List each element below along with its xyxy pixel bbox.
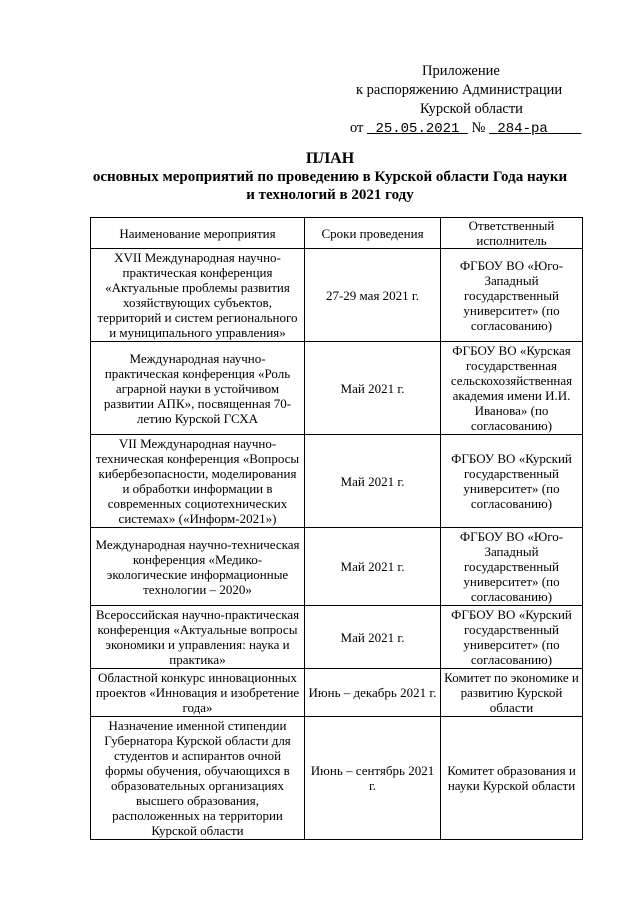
table-row <box>91 606 583 669</box>
header-event: Наименование мероприятия <box>91 218 305 249</box>
period-cell: Июнь – декабрь 2021 г. <box>305 669 441 717</box>
event-cell: Назначение именной стипендии Губернатора Курской области для студентов и аспирантов очной формы обучения, обучающихся в образовательных организациях высшего образования, расположенных на территории Курской области <box>91 717 305 840</box>
table-row <box>91 342 583 435</box>
event-cell: Всероссийская научно-практическая конференция «Актуальные вопросы экономики и управления: наука и практика» <box>91 606 305 669</box>
event-cell: Международная научно-практическая конференция «Роль аграрной науки в устойчивом развитии АПК», посвященная 70-летию Курской ГСХА <box>91 342 305 435</box>
period-cell: Май 2021 г. <box>305 528 441 606</box>
period-cell: Май 2021 г. <box>305 342 441 435</box>
responsible-cell: Комитет по экономике и развитию Курской области <box>441 669 583 717</box>
order-number: 284-ра <box>497 121 548 137</box>
period-cell: Июнь – сентябрь 2021 г. <box>305 717 441 840</box>
period-cell: 27-29 мая 2021 г. <box>305 249 441 342</box>
event-cell: XVII Международная научно-практическая конференция «Актуальные проблемы развития хозяйствующих субъектов, территорий и систем регионального и муниципального управления» <box>91 249 305 342</box>
plan-heading: ПЛАН <box>305 150 355 167</box>
table-row <box>91 717 583 840</box>
responsible-cell: Комитет образования и науки Курской области <box>441 717 583 840</box>
event-cell: Областной конкурс инновационных проектов «Инновация и изобретение года» <box>91 669 305 717</box>
responsible-cell: ФГБОУ ВО «Юго-Западный государственный университет» (по согласованию) <box>441 528 583 606</box>
table-row <box>91 669 583 717</box>
order-date: 25.05.2021 <box>375 121 460 137</box>
from-label: от <box>350 120 364 136</box>
event-cell: Международная научно-техническая конференция «Медико-экологические информационные технологии – 2020» <box>91 528 305 606</box>
annex-title: Приложение <box>422 63 500 79</box>
header-period: Сроки проведения <box>305 218 441 249</box>
annex-block <box>340 62 590 139</box>
annex-region: Курской области <box>420 101 523 117</box>
table-row <box>91 435 583 528</box>
table-row <box>91 528 583 606</box>
document-title <box>80 150 580 204</box>
responsible-cell: ФГБОУ ВО «Курский государственный университет» (по согласованию) <box>441 606 583 669</box>
number-label: № <box>471 120 486 136</box>
period-cell: Май 2021 г. <box>305 435 441 528</box>
responsible-cell: ФГБОУ ВО «Курский государственный университет» (по согласованию) <box>441 435 583 528</box>
header-responsible: Ответственный исполнитель <box>441 218 583 249</box>
events-table <box>90 217 583 840</box>
annex-date-line <box>340 119 590 139</box>
responsible-cell: ФГБОУ ВО «Курская государственная сельскохозяйственная академия имени И.И. Иванова» (по согласованию) <box>441 342 583 435</box>
title-line-2: и технологий в 2021 году <box>246 187 414 203</box>
responsible-cell: ФГБОУ ВО «Юго-Западный государственный университет» (по согласованию) <box>441 249 583 342</box>
annex-order: к распоряжению Администрации <box>356 82 563 98</box>
title-line-1: основных мероприятий по проведению в Курской области Года науки <box>92 169 568 185</box>
table-row <box>91 249 583 342</box>
period-cell: Май 2021 г. <box>305 606 441 669</box>
table-header-row <box>91 218 583 249</box>
event-cell: VII Международная научно-техническая конференция «Вопросы кибербезопасности, моделирования и обработки информации в современных социотехнических системах» («Информ-2021») <box>91 435 305 528</box>
